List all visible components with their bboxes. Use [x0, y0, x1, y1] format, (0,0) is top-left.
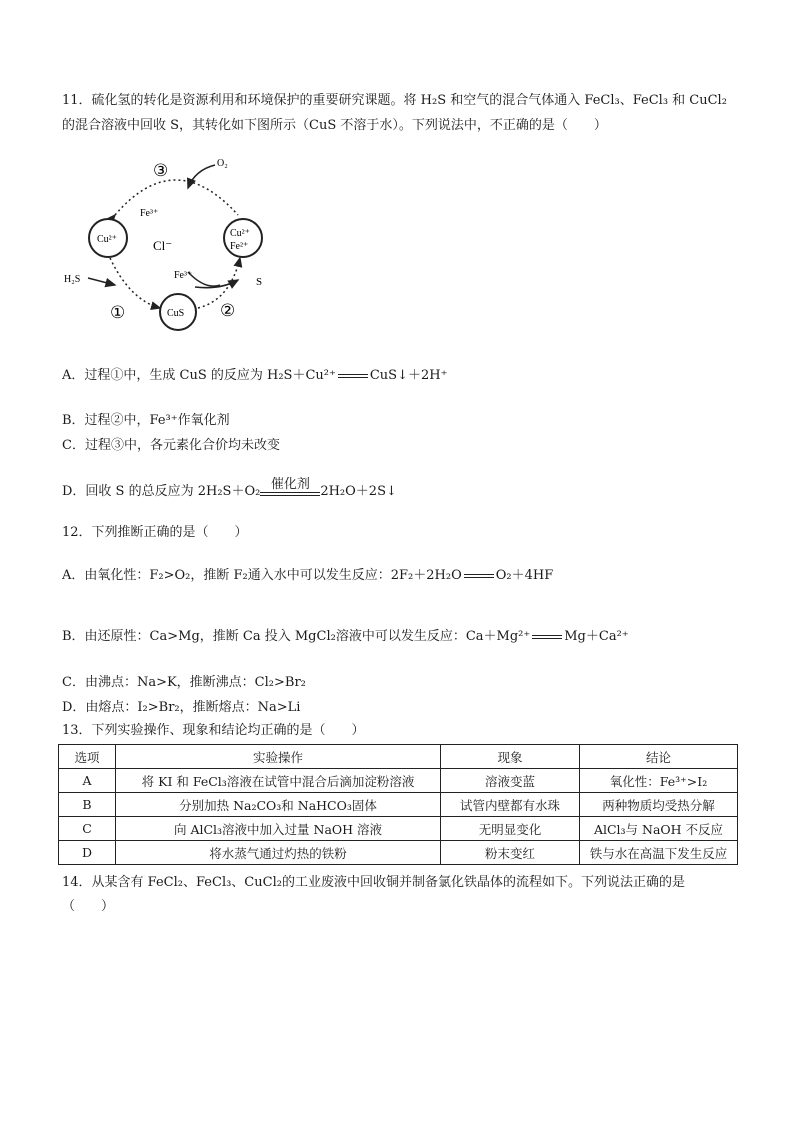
q12-option-a-prefix: A．由氧化性：F₂>O₂，推断 F₂通入水中可以发生反应：2F₂＋2H₂O	[62, 568, 462, 583]
q12-option-b-prefix: B．由还原性：Ca>Mg，推断 Ca 投入 MgCl₂溶液中可以发生反应：Ca＋Mg²⁺	[62, 629, 531, 644]
equals-sign	[532, 635, 562, 639]
cu2-right-label: Cu²⁺	[230, 228, 250, 239]
fe2-right-label: Fe²⁺	[230, 241, 249, 252]
q12-option-b-suffix: Mg＋Ca²⁺	[564, 629, 629, 644]
step2-label: ②	[220, 301, 236, 320]
table-header-row	[59, 745, 738, 769]
cl-label: Cl⁻	[153, 238, 173, 253]
table-row	[59, 769, 738, 793]
o2-arrow	[188, 165, 215, 188]
q11-option-a-suffix: CuS↓＋2H⁺	[369, 368, 448, 383]
cell-conclusion: 氧化性：Fe³⁺>I₂	[580, 769, 738, 793]
q12-option-a-suffix: O₂＋4HF	[495, 568, 554, 583]
table-row	[59, 817, 738, 841]
q12-option-c: C．由沸点：Na>K，推断沸点：Cl₂>Br₂	[62, 675, 306, 690]
catalyst-label: 催化剂	[270, 477, 310, 492]
h2s-arrow	[88, 278, 115, 285]
q12-option-a	[62, 567, 553, 585]
cell-conclusion: 两种物质均受热分解	[580, 793, 738, 817]
q11-option-c: C．过程③中，各元素化合价均未改变	[62, 438, 280, 453]
q12-stem: 12．下列推断正确的是（ ）	[62, 525, 248, 540]
s-label: S	[256, 276, 263, 288]
table-row	[59, 841, 738, 865]
q14-stem-line2: （ ）	[62, 899, 115, 914]
h2s-label: H₂S	[64, 274, 81, 285]
q11-option-d	[62, 478, 397, 501]
fe3-bottom-label: Fe³⁺	[174, 270, 193, 281]
header-option: 选项	[59, 745, 116, 769]
catalyst-arrow	[260, 478, 320, 501]
q12-option-d: D．由熔点：I₂>Br₂，推断熔点：Na>Li	[62, 700, 301, 715]
sulfur-cycle-diagram	[60, 150, 290, 335]
cell-phenomenon: 粉末变红	[441, 841, 580, 865]
header-operation: 实验操作	[116, 745, 441, 769]
q11-option-a-prefix: A．过程①中，生成 CuS 的反应为 H₂S＋Cu²⁺	[62, 368, 336, 383]
experiment-table	[58, 744, 738, 865]
q11-option-b: B．过程②中，Fe³⁺作氧化剂	[62, 413, 230, 428]
step1-label: ①	[110, 303, 126, 322]
cell-operation: 将 KI 和 FeCl₃溶液在试管中混合后滴加淀粉溶液	[116, 769, 441, 793]
cell-operation: 分别加热 Na₂CO₃和 NaHCO₃固体	[116, 793, 441, 817]
cell-phenomenon: 无明显变化	[441, 817, 580, 841]
cu2-label: Cu²⁺	[97, 234, 117, 245]
q11-option-d-prefix: D．回收 S 的总反应为 2H₂S＋O₂	[62, 484, 261, 499]
cell-phenomenon: 试管内壁都有水珠	[441, 793, 580, 817]
q12-option-b	[62, 628, 629, 646]
header-phenomenon: 现象	[441, 745, 580, 769]
q11-stem-line1: 11．硫化氢的转化是资源利用和环境保护的重要研究课题。将 H₂S 和空气的混合气体通入 FeCl₃、FeCl₃ 和 CuCl₂	[62, 93, 727, 108]
cell-conclusion: 铁与水在高温下发生反应	[580, 841, 738, 865]
step3-label: ③	[153, 161, 169, 180]
q11-option-d-suffix: 2H₂O＋2S↓	[320, 484, 397, 499]
q14-stem-line1: 14．从某含有 FeCl₂、FeCl₃、CuCl₂的工业废液中回收铜并制备氯化铁晶体的流程如下。下列说法正确的是	[62, 875, 685, 890]
o2-label: O₂	[217, 158, 228, 169]
q13-stem: 13．下列实验操作、现象和结论均正确的是（ ）	[62, 723, 365, 738]
equals-sign	[464, 574, 494, 578]
cell-option: A	[59, 769, 116, 793]
cell-operation: 向 AlCl₃溶液中加入过量 NaOH 溶液	[116, 817, 441, 841]
header-conclusion: 结论	[580, 745, 738, 769]
fe3-to-cus-arrow	[188, 272, 220, 286]
q11-option-a	[62, 367, 447, 385]
q11-stem-line2: 的混合溶液中回收 S，其转化如下图所示（CuS 不溶于水）。下列说法中，不正确的是（ ）	[62, 118, 607, 133]
cell-option: D	[59, 841, 116, 865]
cell-operation: 将水蒸气通过灼热的铁粉	[116, 841, 441, 865]
cell-conclusion: AlCl₃与 NaOH 不反应	[580, 817, 738, 841]
cell-option: C	[59, 817, 116, 841]
cell-option: B	[59, 793, 116, 817]
equals-sign	[338, 374, 368, 378]
cycle-arc-left	[110, 258, 160, 308]
cycle-arc-top	[115, 180, 238, 215]
table-row	[59, 793, 738, 817]
fe3-top-label: Fe³⁺	[140, 208, 159, 219]
cell-phenomenon: 溶液变蓝	[441, 769, 580, 793]
cus-label: CuS	[167, 308, 185, 319]
